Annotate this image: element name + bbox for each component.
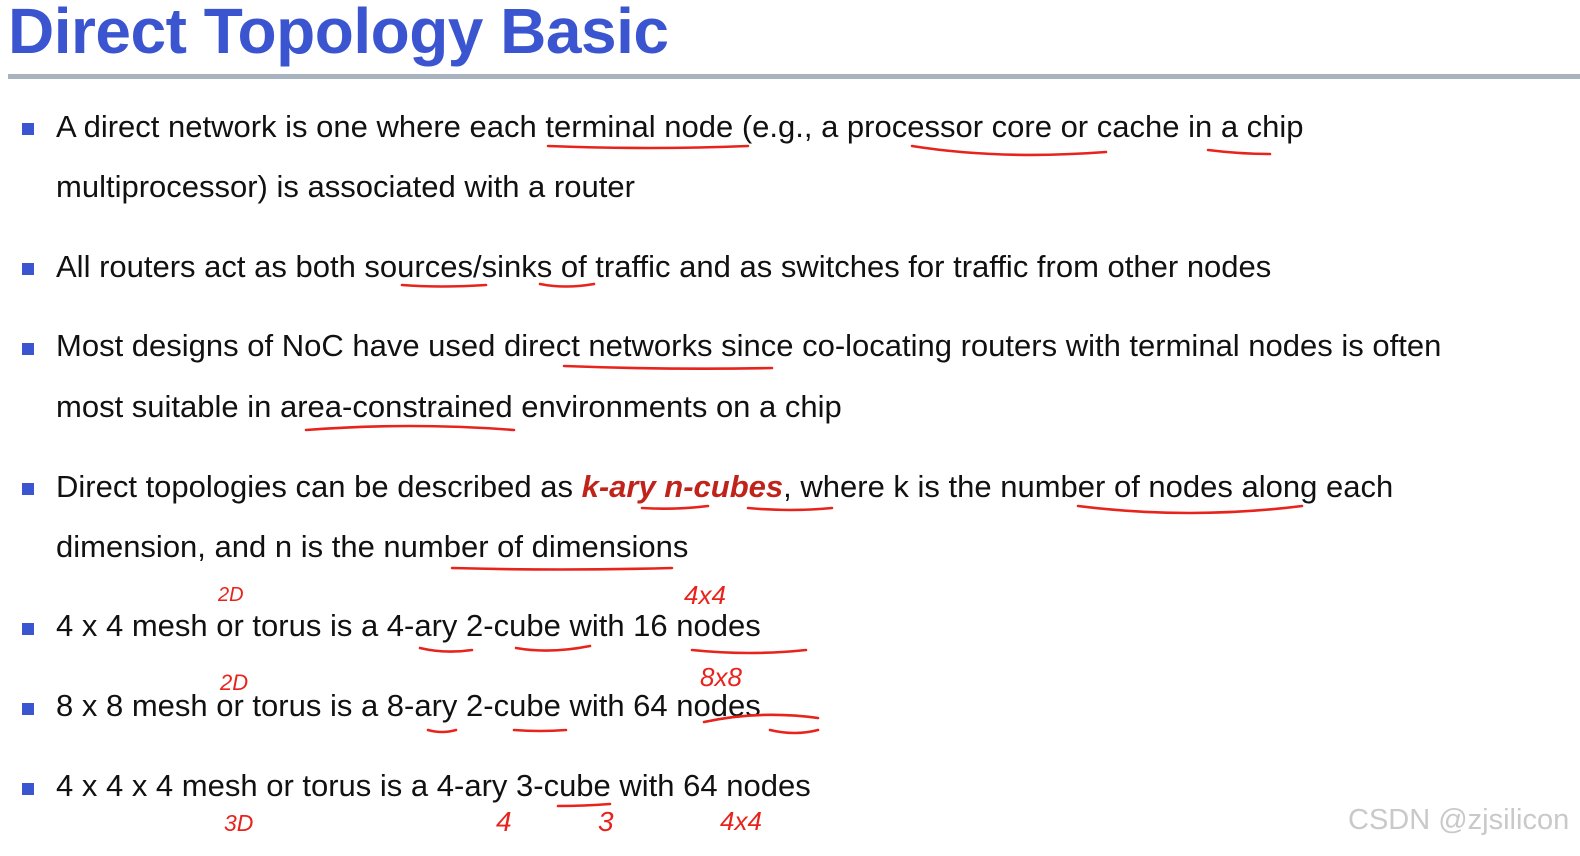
note-2d-b: 2D (220, 670, 249, 695)
bullet-3-line-2: most suitable in area-constrained environments on a chip (56, 389, 842, 424)
bullet-3-line-1: Most designs of NoC have used direct networks since co-locating routers with terminal nodes is often (56, 328, 1442, 363)
underline-processor-core (912, 146, 1106, 155)
bullet-marker (22, 623, 34, 635)
underline-k-ary (642, 506, 708, 509)
bullet-marker (22, 703, 34, 715)
underline-2-cube-b (514, 730, 566, 731)
bullet-1-line-2: multiprocessor) is associated with a router (56, 169, 635, 204)
title-divider (8, 74, 1580, 79)
bullet-5-line-1: 4 x 4 mesh or torus is a 4-ary 2-cube with 16 nodes (56, 608, 761, 643)
underline-2-cube (516, 646, 590, 651)
underline-16-nodes (692, 650, 806, 653)
note-8x8: 8x8 (700, 662, 742, 692)
underline-n-cubes (748, 508, 832, 510)
underline-direct-networks (564, 366, 772, 369)
note-4x4x4: 4x4 (720, 806, 762, 836)
bullet-1-line-1: A direct network is one where each terminal node (e.g., a processor core or cache in a chip (56, 109, 1304, 144)
underline-number-of-nodes (1078, 506, 1302, 513)
bullet-4-text-post: , where k is the number of nodes along each (783, 469, 1394, 504)
bullet-marker (22, 263, 34, 275)
underline-4-ary (420, 648, 472, 652)
underline-terminal-node (548, 146, 748, 148)
bullet-2-line-1: All routers act as both sources/sinks of traffic and as switches for traffic from other nodes (56, 249, 1272, 284)
note-2d-a: 2D (218, 584, 244, 606)
bullet-4-text-pre: Direct topologies can be described as (56, 469, 582, 504)
note-4: 4 (496, 806, 512, 837)
slide-title: Direct Topology Basic (8, 0, 669, 67)
note-4x4: 4x4 (684, 580, 726, 610)
bullet-6-line-1: 8 x 8 mesh or torus is a 8-ary 2-cube with 64 nodes (56, 688, 761, 723)
note-3: 3 (598, 806, 614, 837)
bullet-7-line-1: 4 x 4 x 4 mesh or torus is a 4-ary 3-cube with 64 nodes (56, 768, 811, 803)
bullet-marker (22, 343, 34, 355)
underline-cache (1208, 150, 1270, 154)
k-ary-n-cubes-emphasis: k-ary n-cubes (581, 469, 784, 504)
watermark: CSDN @zjsilicon (1348, 804, 1570, 836)
bullet-marker (22, 123, 34, 135)
bullet-marker (22, 783, 34, 795)
note-3d: 3D (224, 810, 254, 836)
bullet-marker (22, 483, 34, 495)
underline-number-of-dimensions (452, 568, 672, 570)
underline-sources (402, 285, 486, 287)
underline-8-ary (428, 730, 456, 732)
bullet-4-line-2: dimension, and n is the number of dimensions (56, 529, 689, 564)
bullet-4-line-1 (56, 469, 1393, 505)
underline-area-constrained (306, 426, 514, 430)
